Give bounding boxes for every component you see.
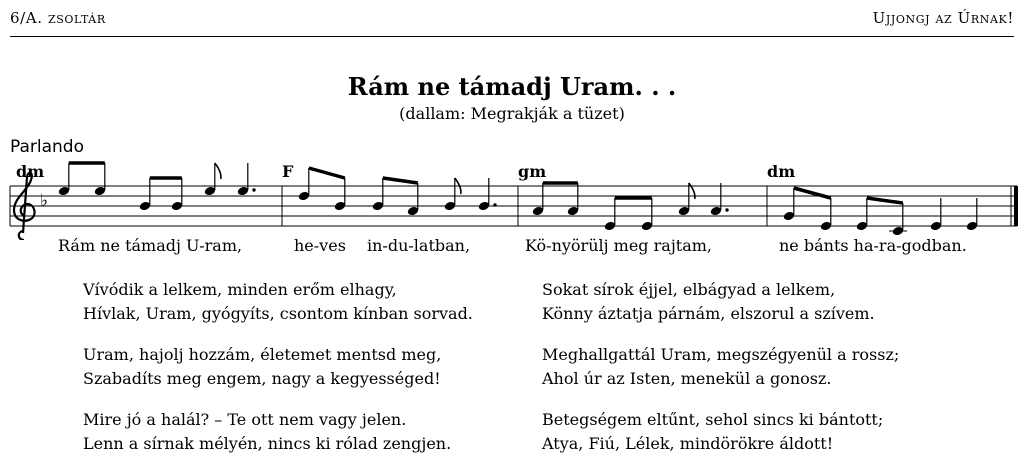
lyric-line-3: in-du-latban, xyxy=(367,236,471,255)
dot-mark xyxy=(493,203,496,206)
lyric-line-2: he-ves xyxy=(294,236,346,255)
song-title: Rám ne támadj Uram. . . xyxy=(347,72,677,101)
verse-line: Ahol úr az Isten, menekül a gonosz. xyxy=(542,369,832,388)
dot-mark xyxy=(252,188,255,191)
verse-line: Vívódik a lelkem, minden erőm elhagy, xyxy=(83,280,397,299)
song-subtitle: (dallam: Megrakják a tüzet) xyxy=(399,104,625,123)
chord-symbol: gm xyxy=(518,162,547,181)
verse-right-3 xyxy=(542,408,883,456)
note-flag xyxy=(215,163,221,179)
verse-line: Mire jó a halál? – Te ott nem vagy jelen. xyxy=(83,410,407,429)
note-beam xyxy=(867,198,903,203)
note-beam xyxy=(309,168,345,178)
final-barline-thick xyxy=(1014,186,1018,226)
verse-line: Uram, hajolj hozzám, életemet mentsd meg, xyxy=(83,345,442,364)
flat-key-signature-icon: ♭ xyxy=(40,191,49,211)
running-header-left: 6/A. zsoltár xyxy=(10,9,106,27)
verse-left-2 xyxy=(83,343,441,391)
verse-line: Meghallgattál Uram, megszégyenül a rossz; xyxy=(542,345,900,364)
verse-right-1 xyxy=(542,278,875,326)
lyric-line-4: Kö-nyörülj meg rajtam, xyxy=(525,236,712,255)
verse-line: Könny áztatja párnám, elszorul a szívem. xyxy=(542,304,875,323)
verse-line: Lenn a sírnak mélyén, nincs ki rólad zengjen. xyxy=(83,434,452,453)
verse-left-1 xyxy=(83,278,473,326)
lyric-line-1: Rám ne támadj U-ram, xyxy=(58,236,243,255)
note-beam xyxy=(383,178,418,183)
verse-left-3 xyxy=(83,408,451,456)
staff-lines xyxy=(10,186,1017,226)
verse-line: Sokat sírok éjjel, elbágyad a lelkem, xyxy=(542,280,836,299)
verse-line: Szabadíts meg engem, nagy a kegyességed! xyxy=(83,369,441,388)
lyric-line-5: ne bánts ha-ra-godban. xyxy=(779,236,967,255)
verse-line: Atya, Fiú, Lélek, mindörökre áldott! xyxy=(542,434,834,453)
chord-symbol: dm xyxy=(767,162,796,181)
tempo-marking: Parlando xyxy=(10,137,85,157)
chord-symbol: dm xyxy=(16,162,45,181)
verse-line: Betegségem eltűnt, sehol sincs ki bántott; xyxy=(542,410,884,429)
note-flag xyxy=(689,183,695,199)
dot-mark xyxy=(725,208,728,211)
verse-line: Hívlak, Uram, gyógyíts, csontom kínban sorvad. xyxy=(83,304,473,323)
chord-symbol: F xyxy=(282,162,294,181)
running-header-right: Ujjongj az Úrnak! xyxy=(872,9,1014,27)
verse-right-2 xyxy=(542,343,899,391)
